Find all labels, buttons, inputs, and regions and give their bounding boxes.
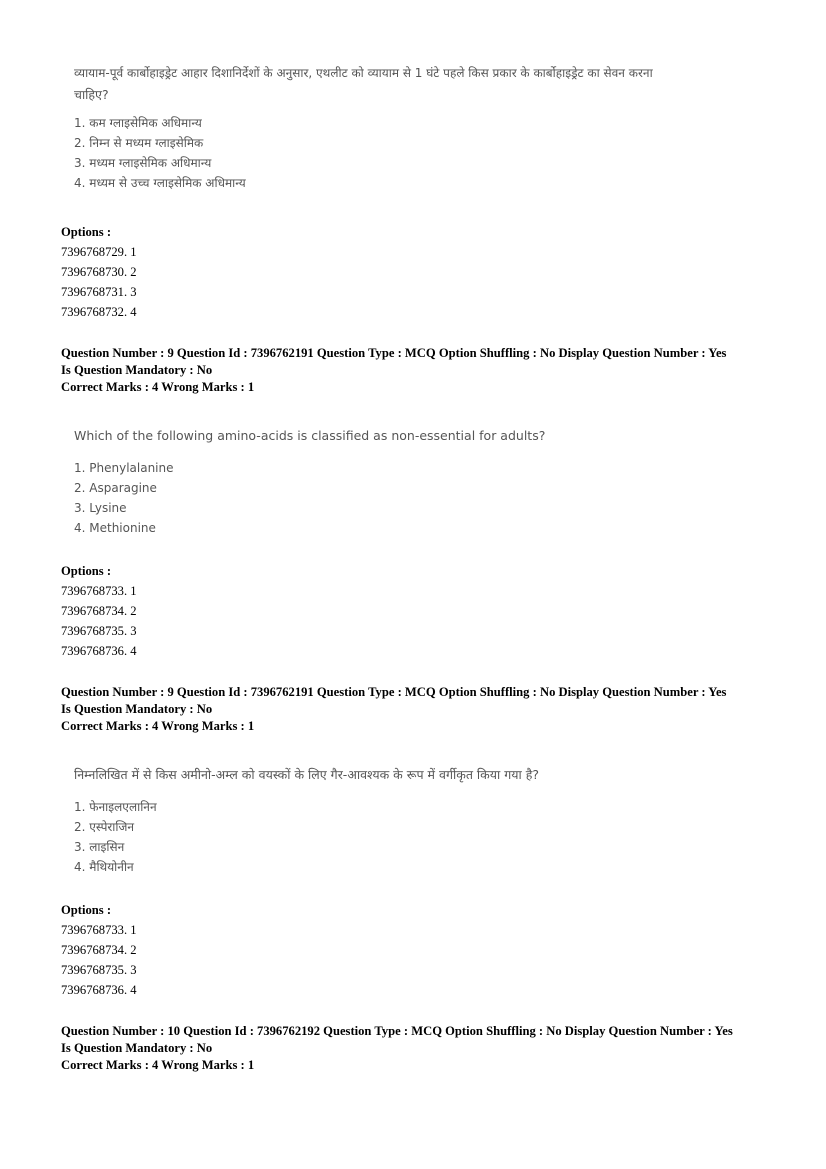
question-meta-1 [61, 345, 726, 396]
question-image-english-amino-acids [74, 425, 545, 538]
choice-item: 4. मैथियोनीन [74, 860, 134, 874]
choice-list [74, 458, 545, 538]
choice-item: 1. Phenylalanine [74, 461, 174, 475]
option-id: 7396768735. 3 [61, 963, 137, 977]
question-meta-line: Question Number : 9 Question Id : 7396762191 Question Type : MCQ Option Shuffling : No Display Question Number : Yes [61, 685, 727, 699]
marks-line: Correct Marks : 4 Wrong Marks : 1 [61, 719, 255, 733]
question-stem: Which of the following amino-acids is classified as non-essential for adults? [74, 428, 546, 443]
question-meta-line: Question Number : 10 Question Id : 7396762192 Question Type : MCQ Option Shuffling : No Display Question Number : Yes [61, 1024, 733, 1038]
choice-item: 1. फेनाइलएलानिन [74, 800, 157, 814]
option-id: 7396768736. 4 [61, 983, 137, 997]
choice-item: 2. Asparagine [74, 481, 157, 495]
question-meta-2 [61, 684, 726, 735]
question-image-hindi-amino-acids [74, 764, 539, 877]
marks-line: Correct Marks : 4 Wrong Marks : 1 [61, 1058, 255, 1072]
choice-item: 4. Methionine [74, 521, 156, 535]
options-block-1 [61, 222, 137, 322]
option-id: 7396768730. 2 [61, 265, 137, 279]
choice-item: 1. कम ग्लाइसेमिक अधिमान्य [74, 116, 202, 130]
choice-item: 3. लाइसिन [74, 840, 125, 854]
options-label: Options : [61, 225, 112, 239]
option-id: 7396768734. 2 [61, 604, 137, 618]
option-id: 7396768733. 1 [61, 584, 137, 598]
marks-line: Correct Marks : 4 Wrong Marks : 1 [61, 380, 255, 394]
question-meta-line: Question Number : 9 Question Id : 7396762191 Question Type : MCQ Option Shuffling : No Display Question Number : Yes [61, 346, 727, 360]
choice-list [74, 797, 539, 877]
choice-item: 3. मध्यम ग्लाइसेमिक अधिमान्य [74, 156, 212, 170]
option-id: 7396768733. 1 [61, 923, 137, 937]
question-mandatory-line: Is Question Mandatory : No [61, 363, 213, 377]
choice-item: 2. निम्न से मध्यम ग्लाइसेमिक [74, 136, 204, 150]
question-mandatory-line: Is Question Mandatory : No [61, 1041, 213, 1055]
options-label: Options : [61, 564, 112, 578]
question-image-hindi-carbohydrate [74, 63, 653, 193]
option-id: 7396768732. 4 [61, 305, 137, 319]
question-stem-line-2: चाहिए? [74, 87, 109, 102]
options-block-2 [61, 561, 137, 661]
option-id: 7396768729. 1 [61, 245, 137, 259]
choice-list [74, 113, 653, 193]
question-meta-3 [61, 1023, 733, 1074]
question-stem-line-1: व्यायाम-पूर्व कार्बोहाइड्रेट आहार दिशानिर्देशों के अनुसार, एथलीट को व्यायाम से 1 घंटे पहले किस प्रकार के कार्बोहाइड्रेट का सेवन करना [74, 66, 653, 80]
option-id: 7396768734. 2 [61, 943, 137, 957]
choice-item: 4. मध्यम से उच्च ग्लाइसेमिक अधिमान्य [74, 176, 246, 190]
question-mandatory-line: Is Question Mandatory : No [61, 702, 213, 716]
option-id: 7396768731. 3 [61, 285, 137, 299]
option-id: 7396768736. 4 [61, 644, 137, 658]
choice-item: 2. एस्पेराजिन [74, 820, 135, 834]
choice-item: 3. Lysine [74, 501, 127, 515]
options-block-3 [61, 900, 137, 1000]
option-id: 7396768735. 3 [61, 624, 137, 638]
question-stem: निम्नलिखित में से किस अमीनो-अम्ल को वयस्कों के लिए गैर-आवश्यक के रूप में वर्गीकृत किया गया है? [74, 767, 539, 782]
options-label: Options : [61, 903, 112, 917]
